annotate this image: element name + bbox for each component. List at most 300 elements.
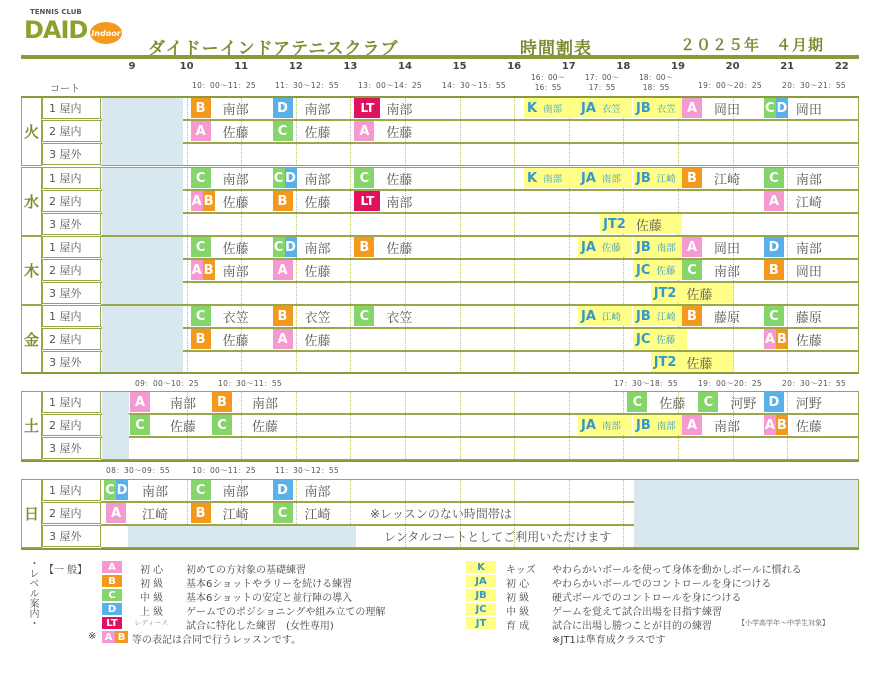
level-badge-c: C — [191, 480, 211, 500]
instructor-name: 南部 — [386, 102, 413, 118]
legend-jt1-note: ※JT1は準育成クラスです — [552, 635, 666, 646]
section-rule — [21, 548, 859, 550]
hour-divider — [623, 191, 624, 212]
hour-divider — [460, 392, 461, 413]
hour-divider — [350, 121, 351, 142]
instructor-name: 南部 — [222, 102, 249, 118]
junior-class-box — [578, 306, 632, 326]
junior-class-code: JC — [636, 331, 651, 347]
hour-divider — [460, 214, 461, 235]
closed-cell — [634, 480, 858, 547]
junior-class-code: JB — [636, 239, 651, 255]
instructor-name: 江崎 — [142, 507, 169, 523]
hour-divider — [623, 438, 624, 459]
hour-divider — [733, 352, 734, 373]
junior-class-code: JA — [581, 100, 596, 116]
hour-label: 9 — [128, 61, 136, 72]
level-badge-part: A — [191, 191, 203, 211]
hour-divider — [296, 392, 297, 413]
legend-badge — [102, 631, 128, 643]
junior-class-box — [578, 415, 632, 435]
hour-divider — [241, 352, 242, 373]
instructor-name: 江崎 — [656, 312, 676, 323]
legend-badge: B — [102, 575, 122, 587]
hour-divider — [460, 191, 461, 212]
time-range: 20：30〜21：55 — [782, 81, 846, 90]
level-badge-a: A — [273, 260, 293, 280]
legend-junior-badge: K — [466, 561, 496, 573]
hour-divider — [623, 329, 624, 350]
hour-divider — [569, 392, 570, 413]
time-range: 11：30〜12：55 — [275, 466, 339, 475]
court-row — [101, 190, 859, 213]
court-row-label: 2 屋内 — [42, 190, 101, 212]
hour-divider — [187, 306, 188, 327]
hour-divider — [514, 503, 515, 524]
hour-label: 16 — [507, 61, 522, 72]
hour-divider — [296, 260, 297, 281]
instructor-name: 佐藤 — [386, 125, 413, 141]
hour-divider — [187, 168, 188, 189]
junior-class-code: K — [527, 100, 538, 116]
instructor-name: 衣笠 — [222, 310, 249, 326]
day-label: 火 — [21, 97, 42, 166]
instructor-name: 河野 — [730, 396, 757, 412]
hour-divider — [733, 438, 734, 459]
instructor-name: 南部 — [386, 195, 413, 211]
day-label: 日 — [21, 479, 42, 548]
hour-divider — [514, 144, 515, 165]
level-badge-ab — [191, 191, 215, 211]
junior-class-box — [633, 306, 687, 326]
level-badge-b: B — [212, 392, 232, 412]
hour-divider — [623, 260, 624, 281]
instructor-name: 南部 — [656, 421, 676, 432]
hour-divider — [514, 438, 515, 459]
level-badge-part: C — [273, 237, 285, 257]
level-badge-part: B — [776, 415, 788, 435]
junior-class-code: JB — [636, 100, 651, 116]
legend-badge-part: B — [115, 631, 128, 643]
hour-divider — [460, 306, 461, 327]
junior-class-box — [633, 168, 687, 188]
level-badge-part: C — [104, 480, 116, 500]
hour-divider — [187, 283, 188, 304]
hour-divider — [296, 121, 297, 142]
junior-class-code: JA — [581, 417, 596, 433]
level-badge-d: D — [273, 480, 293, 500]
legend-desc: 基本6ショットやラリーを続ける練習 — [186, 579, 353, 590]
hour-label: 11 — [234, 61, 249, 72]
court-row-label: 3 屋外 — [42, 213, 101, 235]
level-badge-part: A — [764, 415, 776, 435]
hour-divider — [787, 260, 788, 281]
legend-level: 育 成 — [506, 621, 530, 632]
court-row-label: 1 屋内 — [42, 305, 101, 327]
instructor-name: 江崎 — [795, 195, 822, 211]
time-range: 13：00〜14：25 — [358, 81, 422, 90]
closed-cell — [102, 392, 129, 459]
hour-label: 19 — [671, 61, 685, 72]
closed-cell — [102, 98, 183, 165]
instructor-name: 佐藤 — [656, 335, 676, 346]
level-badge-c: C — [354, 168, 374, 188]
level-badge-b: B — [682, 306, 702, 326]
hour-label: 21 — [780, 61, 795, 72]
level-badge-lt: LT — [354, 98, 380, 118]
hour-divider — [569, 260, 570, 281]
hour-divider — [733, 329, 734, 350]
hour-divider — [733, 214, 734, 235]
junior-class-box — [578, 237, 632, 257]
instructor-name: 佐藤 — [170, 419, 197, 435]
instructor-name: 南部 — [714, 264, 741, 280]
instructor-name: 佐藤 — [795, 419, 822, 435]
hour-divider — [787, 144, 788, 165]
junior-class-box — [633, 415, 687, 435]
level-badge-c: C — [764, 168, 784, 188]
junior-class-code: JB — [636, 417, 651, 433]
hour-label: 17 — [561, 61, 576, 72]
level-badge-b: B — [191, 98, 211, 118]
hour-divider — [569, 144, 570, 165]
hour-divider — [514, 329, 515, 350]
hour-divider — [187, 352, 188, 373]
hour-divider — [569, 214, 570, 235]
hour-divider — [514, 306, 515, 327]
level-badge-part: D — [285, 237, 297, 257]
hour-divider — [787, 306, 788, 327]
court-row-label: 1 屋内 — [42, 236, 101, 258]
level-badge-c: C — [764, 306, 784, 326]
junior-class-box — [524, 98, 578, 118]
section-rule — [21, 460, 859, 462]
hour-divider — [678, 144, 679, 165]
hour-divider — [405, 144, 406, 165]
level-badge-ab — [764, 329, 788, 349]
court-row — [101, 351, 859, 374]
legend-level: レディース — [134, 619, 169, 627]
instructor-name: 佐藤 — [656, 266, 676, 277]
hour-divider — [569, 191, 570, 212]
legend-junior-badge: JA — [466, 575, 496, 587]
hour-label: 18 — [616, 61, 631, 72]
hour-divider — [405, 438, 406, 459]
hour-divider — [241, 214, 242, 235]
court-row-label: 3 屋外 — [42, 437, 101, 459]
instructor-name: 佐藤 — [386, 172, 413, 188]
hour-divider — [350, 144, 351, 165]
legend-level: 上 級 — [140, 607, 164, 618]
sunday-note-1: ※レッスンのない時間帯は — [370, 507, 512, 521]
hour-divider — [733, 121, 734, 142]
instructor-name: 江崎 — [601, 312, 621, 323]
time-range: 10：00〜11：25 — [192, 466, 256, 475]
logo — [24, 8, 124, 48]
logo-main: DAID — [24, 16, 88, 44]
level-badge-part: B — [203, 260, 215, 280]
instructor-name: 衣笠 — [386, 310, 413, 326]
legend-desc: やわらかいボールを使って身体を動かしボールに慣れる — [552, 565, 802, 576]
hour-divider — [296, 415, 297, 436]
instructor-name: 南部 — [142, 484, 169, 500]
instructor-name: 南部 — [304, 102, 331, 118]
logo-tagline: TENNIS CLUB — [30, 8, 82, 16]
legend-junior-badge: JB — [466, 589, 496, 601]
hour-divider — [569, 480, 570, 501]
hour-label: 12 — [288, 61, 303, 72]
hour-divider — [296, 480, 297, 501]
legend-badge: LT — [102, 617, 122, 629]
instructor-name: 衣笠 — [304, 310, 331, 326]
period: ２０２５年 ４月期 — [680, 36, 825, 54]
hour-divider — [187, 260, 188, 281]
section-rule — [21, 57, 859, 59]
hour-divider — [296, 352, 297, 373]
hour-divider — [460, 283, 461, 304]
legend-level: キッズ — [506, 565, 536, 576]
hour-divider — [787, 438, 788, 459]
level-badge-c: C — [130, 415, 150, 435]
level-badge-b: B — [191, 503, 211, 523]
day-label: 土 — [21, 391, 42, 460]
instructor-name: 南部 — [795, 241, 822, 257]
court-row-label: 2 屋内 — [42, 502, 101, 524]
level-badge-b: B — [191, 329, 211, 349]
instructor-name: 南部 — [222, 264, 249, 280]
legend-level: 中 級 — [506, 607, 530, 618]
hour-divider — [678, 191, 679, 212]
hour-divider — [514, 480, 515, 501]
hour-divider — [350, 503, 351, 524]
legend-desc: 試合に特化した練習 (女性専用) — [186, 621, 334, 632]
hour-divider — [296, 283, 297, 304]
hour-divider — [350, 392, 351, 413]
level-badge-part: B — [776, 329, 788, 349]
hour-divider — [296, 329, 297, 350]
hour-divider — [187, 144, 188, 165]
hour-label: 22 — [834, 61, 849, 72]
instructor-name: 藤原 — [795, 310, 822, 326]
legend-level: 中 級 — [140, 593, 164, 604]
hour-divider — [296, 306, 297, 327]
time-range: 11：30〜12：55 — [275, 81, 339, 90]
time-range: 08：30〜09：55 — [106, 466, 170, 475]
legend-level: 初 心 — [506, 579, 530, 590]
hour-divider — [569, 283, 570, 304]
court-row — [101, 305, 859, 328]
hour-divider — [405, 415, 406, 436]
instructor-name: 佐藤 — [222, 333, 249, 349]
instructor-name: 南部 — [543, 104, 563, 115]
legend-note: 等の表記は合同で行うレッスンです。 — [132, 635, 302, 646]
level-badge-cd — [273, 237, 297, 257]
hour-divider — [187, 214, 188, 235]
hour-label: 10 — [179, 61, 194, 72]
hour-divider — [678, 438, 679, 459]
hour-divider — [405, 392, 406, 413]
section-rule — [21, 372, 859, 374]
hour-divider — [514, 237, 515, 258]
instructor-name: 南部 — [304, 172, 331, 188]
hour-divider — [569, 329, 570, 350]
hour-label: 15 — [452, 61, 467, 72]
hour-divider — [187, 191, 188, 212]
court-row — [101, 328, 859, 351]
junior-class-code: JT2 — [653, 354, 677, 370]
level-badge-part: B — [203, 191, 215, 211]
court-label: コート — [50, 84, 80, 95]
hour-divider — [787, 392, 788, 413]
level-badge-c: C — [682, 260, 702, 280]
hour-divider — [405, 352, 406, 373]
junior-class-box — [633, 329, 687, 349]
level-badge-part: D — [116, 480, 128, 500]
junior-class-code: K — [527, 170, 538, 186]
instructor-name: 佐藤 — [304, 125, 331, 141]
hour-divider — [569, 237, 570, 258]
closed-cell — [102, 306, 183, 373]
court-row-label: 1 屋内 — [42, 167, 101, 189]
legend-desc: ゲームでのポジショニングや組み立ての理解 — [186, 607, 386, 618]
hour-divider — [460, 168, 461, 189]
instructor-name: 南部 — [795, 172, 822, 188]
court-row-label: 2 屋内 — [42, 328, 101, 350]
hour-divider — [350, 480, 351, 501]
time-range: 19：00〜20：25 — [698, 379, 762, 388]
hour-divider — [514, 352, 515, 373]
instructor-name: 佐藤 — [222, 195, 249, 211]
hour-divider — [460, 237, 461, 258]
level-badge-c: C — [212, 415, 232, 435]
hour-divider — [733, 283, 734, 304]
hour-divider — [460, 480, 461, 501]
hour-divider — [350, 415, 351, 436]
level-badge-ab — [191, 260, 215, 280]
section-rule — [21, 96, 859, 98]
time-range: 14：30〜15：55 — [442, 81, 506, 90]
level-badge-a: A — [191, 121, 211, 141]
level-badge-cd — [764, 98, 788, 118]
instructor-name: 衣笠 — [601, 104, 621, 115]
hour-divider — [514, 191, 515, 212]
hour-divider — [569, 503, 570, 524]
time-range: 18：00〜 18：55 — [638, 73, 674, 92]
level-badge-c: C — [191, 306, 211, 326]
hour-divider — [460, 352, 461, 373]
instructor-name: 南部 — [222, 484, 249, 500]
closed-cell — [128, 526, 356, 547]
hour-divider — [405, 283, 406, 304]
time-range: 10：00〜11：25 — [192, 81, 256, 90]
hour-divider — [187, 329, 188, 350]
instructor-name: 南部 — [304, 484, 331, 500]
hour-divider — [350, 168, 351, 189]
court-row-label: 2 屋内 — [42, 259, 101, 281]
hour-divider — [350, 438, 351, 459]
legend-junior-badge: JT — [466, 617, 496, 629]
court-row — [101, 97, 859, 120]
instructor-name: 南部 — [656, 243, 676, 254]
instructor-name: 岡田 — [714, 241, 741, 257]
hour-divider — [405, 260, 406, 281]
hour-divider — [460, 329, 461, 350]
level-badge-b: B — [273, 191, 293, 211]
junior-class-box — [600, 214, 682, 234]
level-badge-a: A — [106, 503, 126, 523]
instructor-name: 佐藤 — [304, 333, 331, 349]
instructor-name: 河野 — [795, 396, 822, 412]
instructor-name: 佐藤 — [252, 419, 279, 435]
level-badge-c: C — [273, 121, 293, 141]
instructor-name: 佐藤 — [659, 396, 686, 412]
junior-class-box — [651, 352, 733, 372]
level-badge-d: D — [764, 392, 784, 412]
level-badge-d: D — [764, 237, 784, 257]
hour-divider — [787, 191, 788, 212]
instructor-name: 南部 — [601, 174, 621, 185]
court-row — [101, 437, 859, 460]
hour-divider — [514, 98, 515, 119]
day-label: 水 — [21, 167, 42, 236]
junior-class-box — [578, 168, 632, 188]
instructor-name: 衣笠 — [656, 104, 676, 115]
hour-divider — [514, 168, 515, 189]
hour-divider — [733, 191, 734, 212]
hour-divider — [787, 168, 788, 189]
level-badge-b: B — [764, 260, 784, 280]
court-row-label: 1 屋内 — [42, 391, 101, 413]
court-row — [101, 259, 859, 282]
hour-divider — [460, 260, 461, 281]
hour-divider — [187, 438, 188, 459]
legend-side-label: ・レベル案内・ — [27, 558, 38, 628]
level-badge-ab — [764, 415, 788, 435]
hour-divider — [187, 480, 188, 501]
level-badge-a: A — [682, 98, 702, 118]
court-row — [101, 213, 859, 236]
hour-divider — [350, 306, 351, 327]
hour-divider — [296, 191, 297, 212]
hour-divider — [569, 352, 570, 373]
closed-cell — [102, 168, 183, 235]
hour-divider — [569, 121, 570, 142]
level-badge-part: C — [273, 168, 285, 188]
hour-divider — [787, 214, 788, 235]
instructor-name: 南部 — [252, 396, 279, 412]
court-row — [101, 282, 859, 305]
instructor-name: 佐藤 — [601, 243, 621, 254]
level-badge-part: A — [191, 260, 203, 280]
legend-badge-part: A — [102, 631, 115, 643]
junior-class-code: JA — [581, 239, 596, 255]
hour-divider — [241, 283, 242, 304]
hour-divider — [405, 214, 406, 235]
instructor-name: 江崎 — [656, 174, 676, 185]
court-row-label: 3 屋外 — [42, 143, 101, 165]
level-badge-cd — [104, 480, 128, 500]
hour-divider — [296, 144, 297, 165]
instructor-name: 藤原 — [714, 310, 741, 326]
hour-divider — [514, 260, 515, 281]
instructor-name: 江崎 — [222, 507, 249, 523]
legend-level: 初 心 — [140, 565, 164, 576]
court-row-label: 3 屋外 — [42, 351, 101, 373]
hour-divider — [350, 237, 351, 258]
junior-class-box — [633, 98, 687, 118]
court-row-label: 1 屋内 — [42, 479, 101, 501]
hour-divider — [514, 121, 515, 142]
